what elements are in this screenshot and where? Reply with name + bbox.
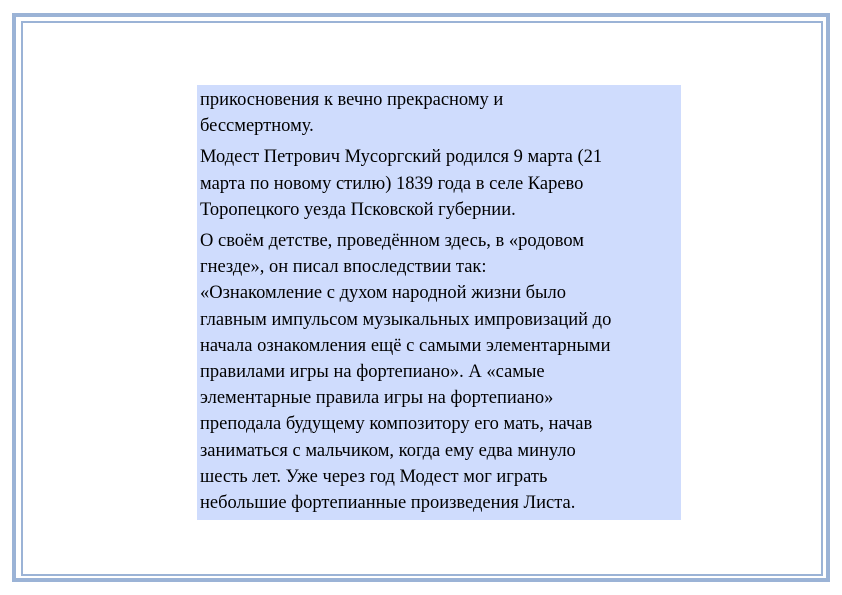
text-line: начала ознакомления ещё с самыми элементарными xyxy=(200,335,611,356)
text-line: правилами игры на фортепиано». А «самые xyxy=(200,362,545,383)
text-line: элементарные правила игры на фортепиано» xyxy=(200,388,554,409)
text-line: бессмертному. xyxy=(200,116,314,137)
paragraph-1 xyxy=(200,87,679,139)
text-line: шесть лет. Уже через год Модест мог играть xyxy=(200,466,548,487)
text-line: О своём детстве, проведённом здесь, в «родовом xyxy=(200,231,584,252)
text-line: марта по новому стилю) 1839 года в селе Карево xyxy=(200,173,584,194)
text-line: заниматься с мальчиком, когда ему едва минуло xyxy=(200,440,576,461)
text-line: гнезде», он писал впоследствии так: xyxy=(200,257,487,278)
paragraph-2 xyxy=(200,144,679,223)
text-line: «Ознакомление с духом народной жизни было xyxy=(200,283,566,304)
text-line: прикосновения к вечно прекрасному и xyxy=(200,90,504,110)
text-box xyxy=(197,85,681,520)
text-line: Торопецкого уезда Псковской губернии. xyxy=(200,199,516,220)
text-line: главным импульсом музыкальных импровизаций до xyxy=(200,309,612,330)
paragraph-3 xyxy=(200,228,679,516)
text-line: Модест Петрович Мусоргский родился 9 марта (21 xyxy=(200,147,603,168)
text-line: небольшие фортепианные произведения Листа. xyxy=(200,493,576,514)
text-line: преподала будущему композитору его мать, начав xyxy=(200,414,593,435)
